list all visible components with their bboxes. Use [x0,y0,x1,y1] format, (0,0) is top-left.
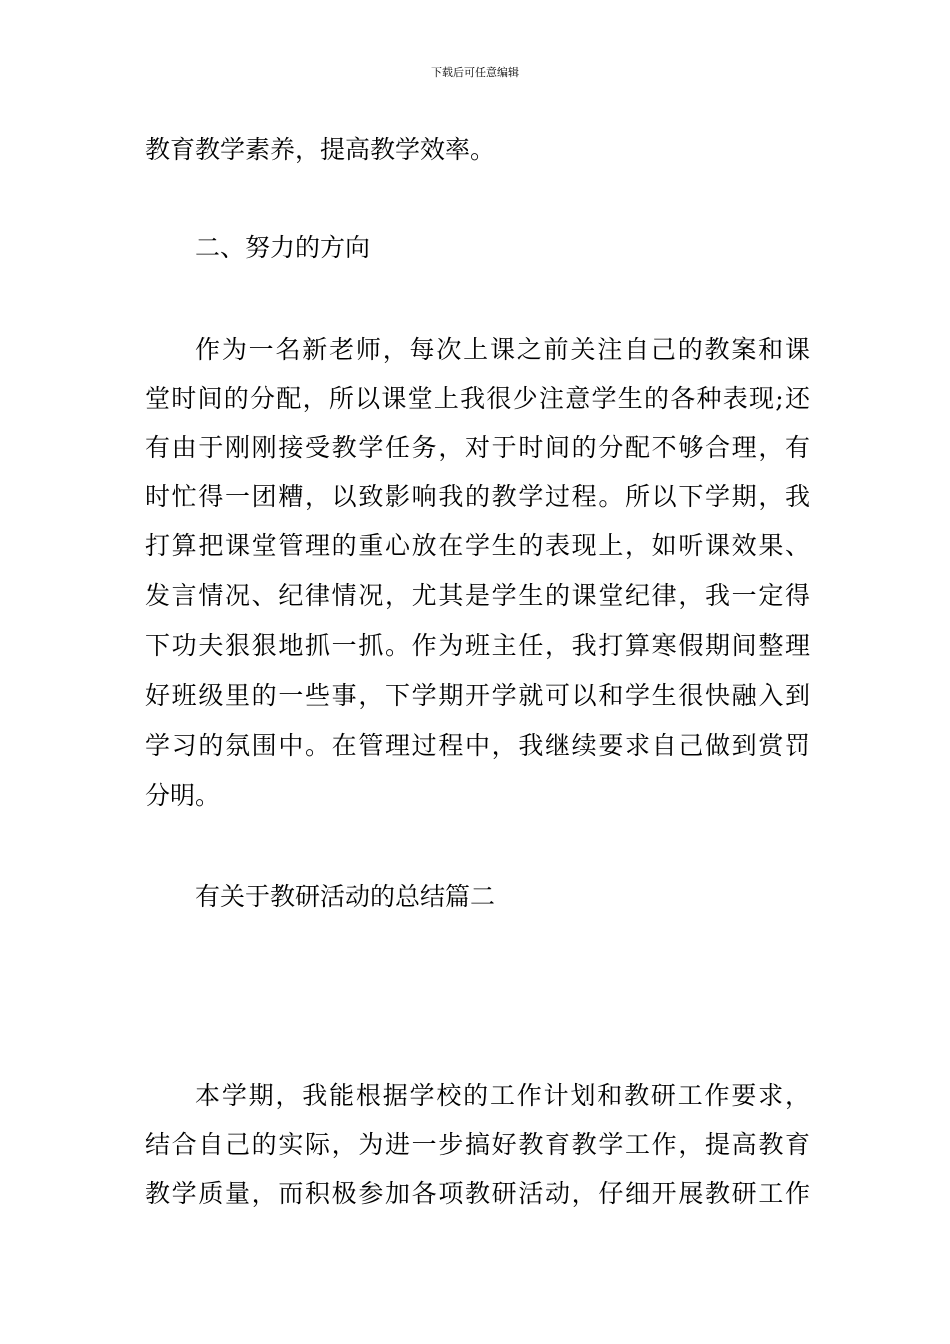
paragraph-line: 教育教学素养，提高教学效率。 [145,135,496,164]
paragraph-line: 本学期，我能根据学校的工作计划和教研工作要求， [195,1081,810,1110]
paragraph-line: 下功夫狠狠地抓一抓。作为班主任，我打算寒假期间整理 [145,631,810,660]
paragraph-line: 时忙得一团糟，以致影响我的教学过程。所以下学期，我 [145,482,810,511]
paragraph-line: 学习的氛围中。在管理过程中，我继续要求自己做到赏罚 [145,731,810,760]
paragraph-line: 堂时间的分配，所以课堂上我很少注意学生的各种表现;还 [145,384,810,413]
paragraph-line: 分明。 [145,781,221,810]
header-note: 下载后可任意编辑 [431,66,519,79]
section-heading: 二、努力的方向 [195,233,371,262]
paragraph-line: 结合自己的实际，为进一步搞好教育教学工作，提高教育 [145,1130,810,1159]
paragraph-line: 好班级里的一些事，下学期开学就可以和学生很快融入到 [145,681,810,710]
paragraph-line: 有由于刚刚接受教学任务，对于时间的分配不够合理，有 [145,433,810,462]
paragraph-line: 作为一名新老师，每次上课之前关注自己的教案和课 [195,335,810,364]
section-heading: 有关于教研活动的总结篇二 [195,882,496,911]
paragraph-line: 教学质量，而积极参加各项教研活动，仔细开展教研工作 [145,1179,810,1208]
paragraph-line: 打算把课堂管理的重心放在学生的表现上，如听课效果、 [145,531,810,560]
paragraph-line: 发言情况、纪律情况，尤其是学生的课堂纪律，我一定得 [145,581,810,610]
